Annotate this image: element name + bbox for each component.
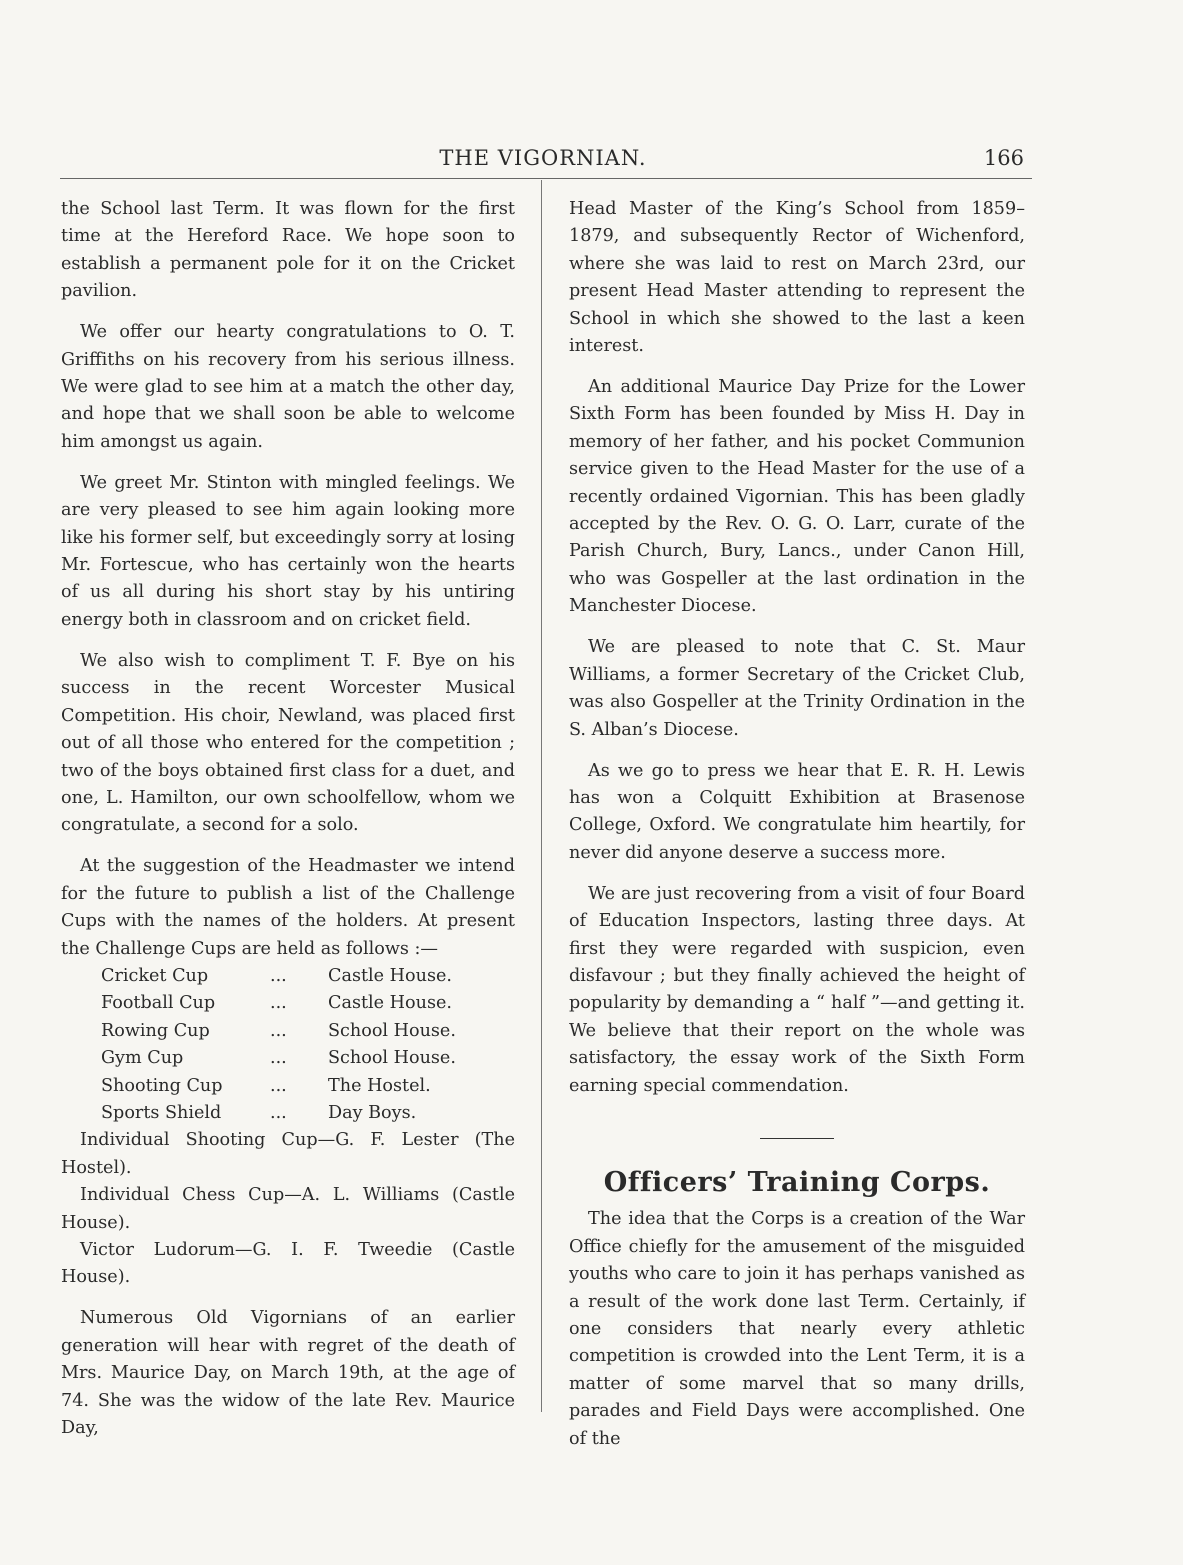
individual-award: Victor Ludorum—G. I. F. Tweedie (Castle House).	[61, 1239, 515, 1288]
page-header	[60, 142, 1026, 174]
paragraph: We are just recovering from a visit of four Board of Education Inspectors, lasting three days. At first they were regarded with suspicion, even disfavour ; but they finally achieved the height of popularity by demanding a “ half ”—and getting it. We believe that their report on the whole was satisfactory, the essay work of the Sixth Form earning special commendation.	[569, 883, 1025, 1096]
left-column	[61, 196, 515, 1456]
header-rule	[60, 178, 1032, 179]
paragraph: An additional Maurice Day Prize for the Lower Sixth Form has been founded by Miss H. Day in memory of her father, and his pocket Communion service given to the Head Master for the use of a recently ordained Vigornian. This has been gladly accepted by the Rev. O. G. O. Larr, curate of the Parish Church, Bury, Lancs., under Canon Hill, who was Gospeller at the last ordination in the Manchester Diocese.	[569, 377, 1025, 617]
list-item	[61, 1100, 515, 1127]
page-number: 166	[983, 146, 1024, 170]
list-item	[61, 1073, 515, 1100]
cup-name: Rowing Cup	[101, 1020, 210, 1041]
paragraph: We offer our hearty congratulations to O. T. Griffiths on his recovery from his serious illness. We were glad to see him at a match the other day, and hope that we shall soon be able to welcome him amongst us again.	[61, 322, 515, 452]
cup-holder: School House.	[328, 1020, 456, 1041]
cup-name: Cricket Cup	[101, 965, 209, 986]
paragraph: We greet Mr. Stinton with mingled feelings. We are very pleased to see him again looking more like his former self, but exceedingly sorry at losing Mr. Fortescue, who has certainly won the hearts of us all during his short stay by his untiring energy both in classroom and on cricket field.	[61, 472, 515, 630]
leader-dots: ...	[270, 993, 287, 1014]
section-heading: Officers’ Training Corps.	[603, 1166, 991, 1198]
cup-name: Gym Cup	[101, 1048, 184, 1069]
paragraph: We are pleased to note that C. St. Maur Williams, a former Secretary of the Cricket Club, was also Gospeller at the Trinity Ordination in the S. Alban’s Diocese.	[569, 637, 1025, 740]
journal-title: THE VIGORNIAN.	[439, 146, 647, 170]
paragraph: The idea that the Corps is a creation of the War Office chiefly for the amusement of the misguided youths who care to join it has perhaps vanished as a result of the work done last Term. Certainly, if one considers that nearly every athletic competition is crowded into the Lent Term, it is a matter of some marvel that so many drills, parades and Field Days were accomplished. One of the	[569, 1209, 1025, 1449]
list-item	[61, 963, 515, 990]
paragraph: At the suggestion of the Headmaster we intend for the future to publish a list of the Challenge Cups with the names of the holders. At present the Challenge Cups are held as follows :—	[61, 856, 515, 959]
leader-dots: ...	[270, 1102, 287, 1123]
cup-name: Shooting Cup	[101, 1075, 223, 1096]
right-column	[569, 196, 1025, 1467]
leader-dots: ...	[270, 1075, 287, 1096]
paragraph: Head Master of the King’s School from 1859–1879, and subsequently Rector of Wichenford, where she was laid to rest on March 23rd, our present Head Master attending to represent the School in which she showed to the last a keen interest.	[569, 199, 1025, 357]
paragraph: Numerous Old Vigornians of an earlier generation will hear with regret of the death of Mrs. Maurice Day, on March 19th, at the age of 74. She was the widow of the late Rev. Maurice Day,	[61, 1308, 515, 1438]
paragraph: the School last Term. It was flown for the first time at the Hereford Race. We hope soon to establish a permanent pole for it on the Cricket pavilion.	[61, 199, 515, 302]
cup-name: Football Cup	[101, 993, 216, 1014]
leader-dots: ...	[270, 1020, 287, 1041]
paragraph: As we go to press we hear that E. R. H. Lewis has won a Colquitt Exhibition at Brasenose College, Oxford. We congratulate him heartily, for never did anyone deserve a success more.	[569, 760, 1025, 863]
column-divider	[541, 180, 542, 1412]
individual-award: Individual Chess Cup—A. L. Williams (Castle House).	[61, 1185, 515, 1233]
cup-holder: Day Boys.	[328, 1102, 417, 1123]
list-item	[61, 1018, 515, 1045]
cup-holder: Castle House.	[328, 993, 452, 1014]
leader-dots: ...	[270, 1048, 287, 1069]
cup-holder: The Hostel.	[328, 1075, 431, 1096]
paragraph: We also wish to compliment T. F. Bye on his success in the recent Worcester Musical Competition. His choir, Newland, was placed first out of all those who entered for the competition ; two of the boys obtained first class for a duet, and one, L. Hamilton, our own schoolfellow, whom we congratulate, a second for a solo.	[61, 650, 515, 836]
list-item	[61, 1045, 515, 1072]
section-divider	[760, 1138, 834, 1139]
individual-award: Individual Shooting Cup—G. F. Lester (The Hostel).	[61, 1130, 515, 1178]
cup-holder: School House.	[328, 1048, 456, 1069]
cup-name: Sports Shield	[101, 1102, 222, 1123]
challenge-cups-list	[61, 963, 515, 1127]
list-item	[61, 990, 515, 1017]
cup-holder: Castle House.	[328, 965, 452, 986]
leader-dots: ...	[270, 965, 287, 986]
